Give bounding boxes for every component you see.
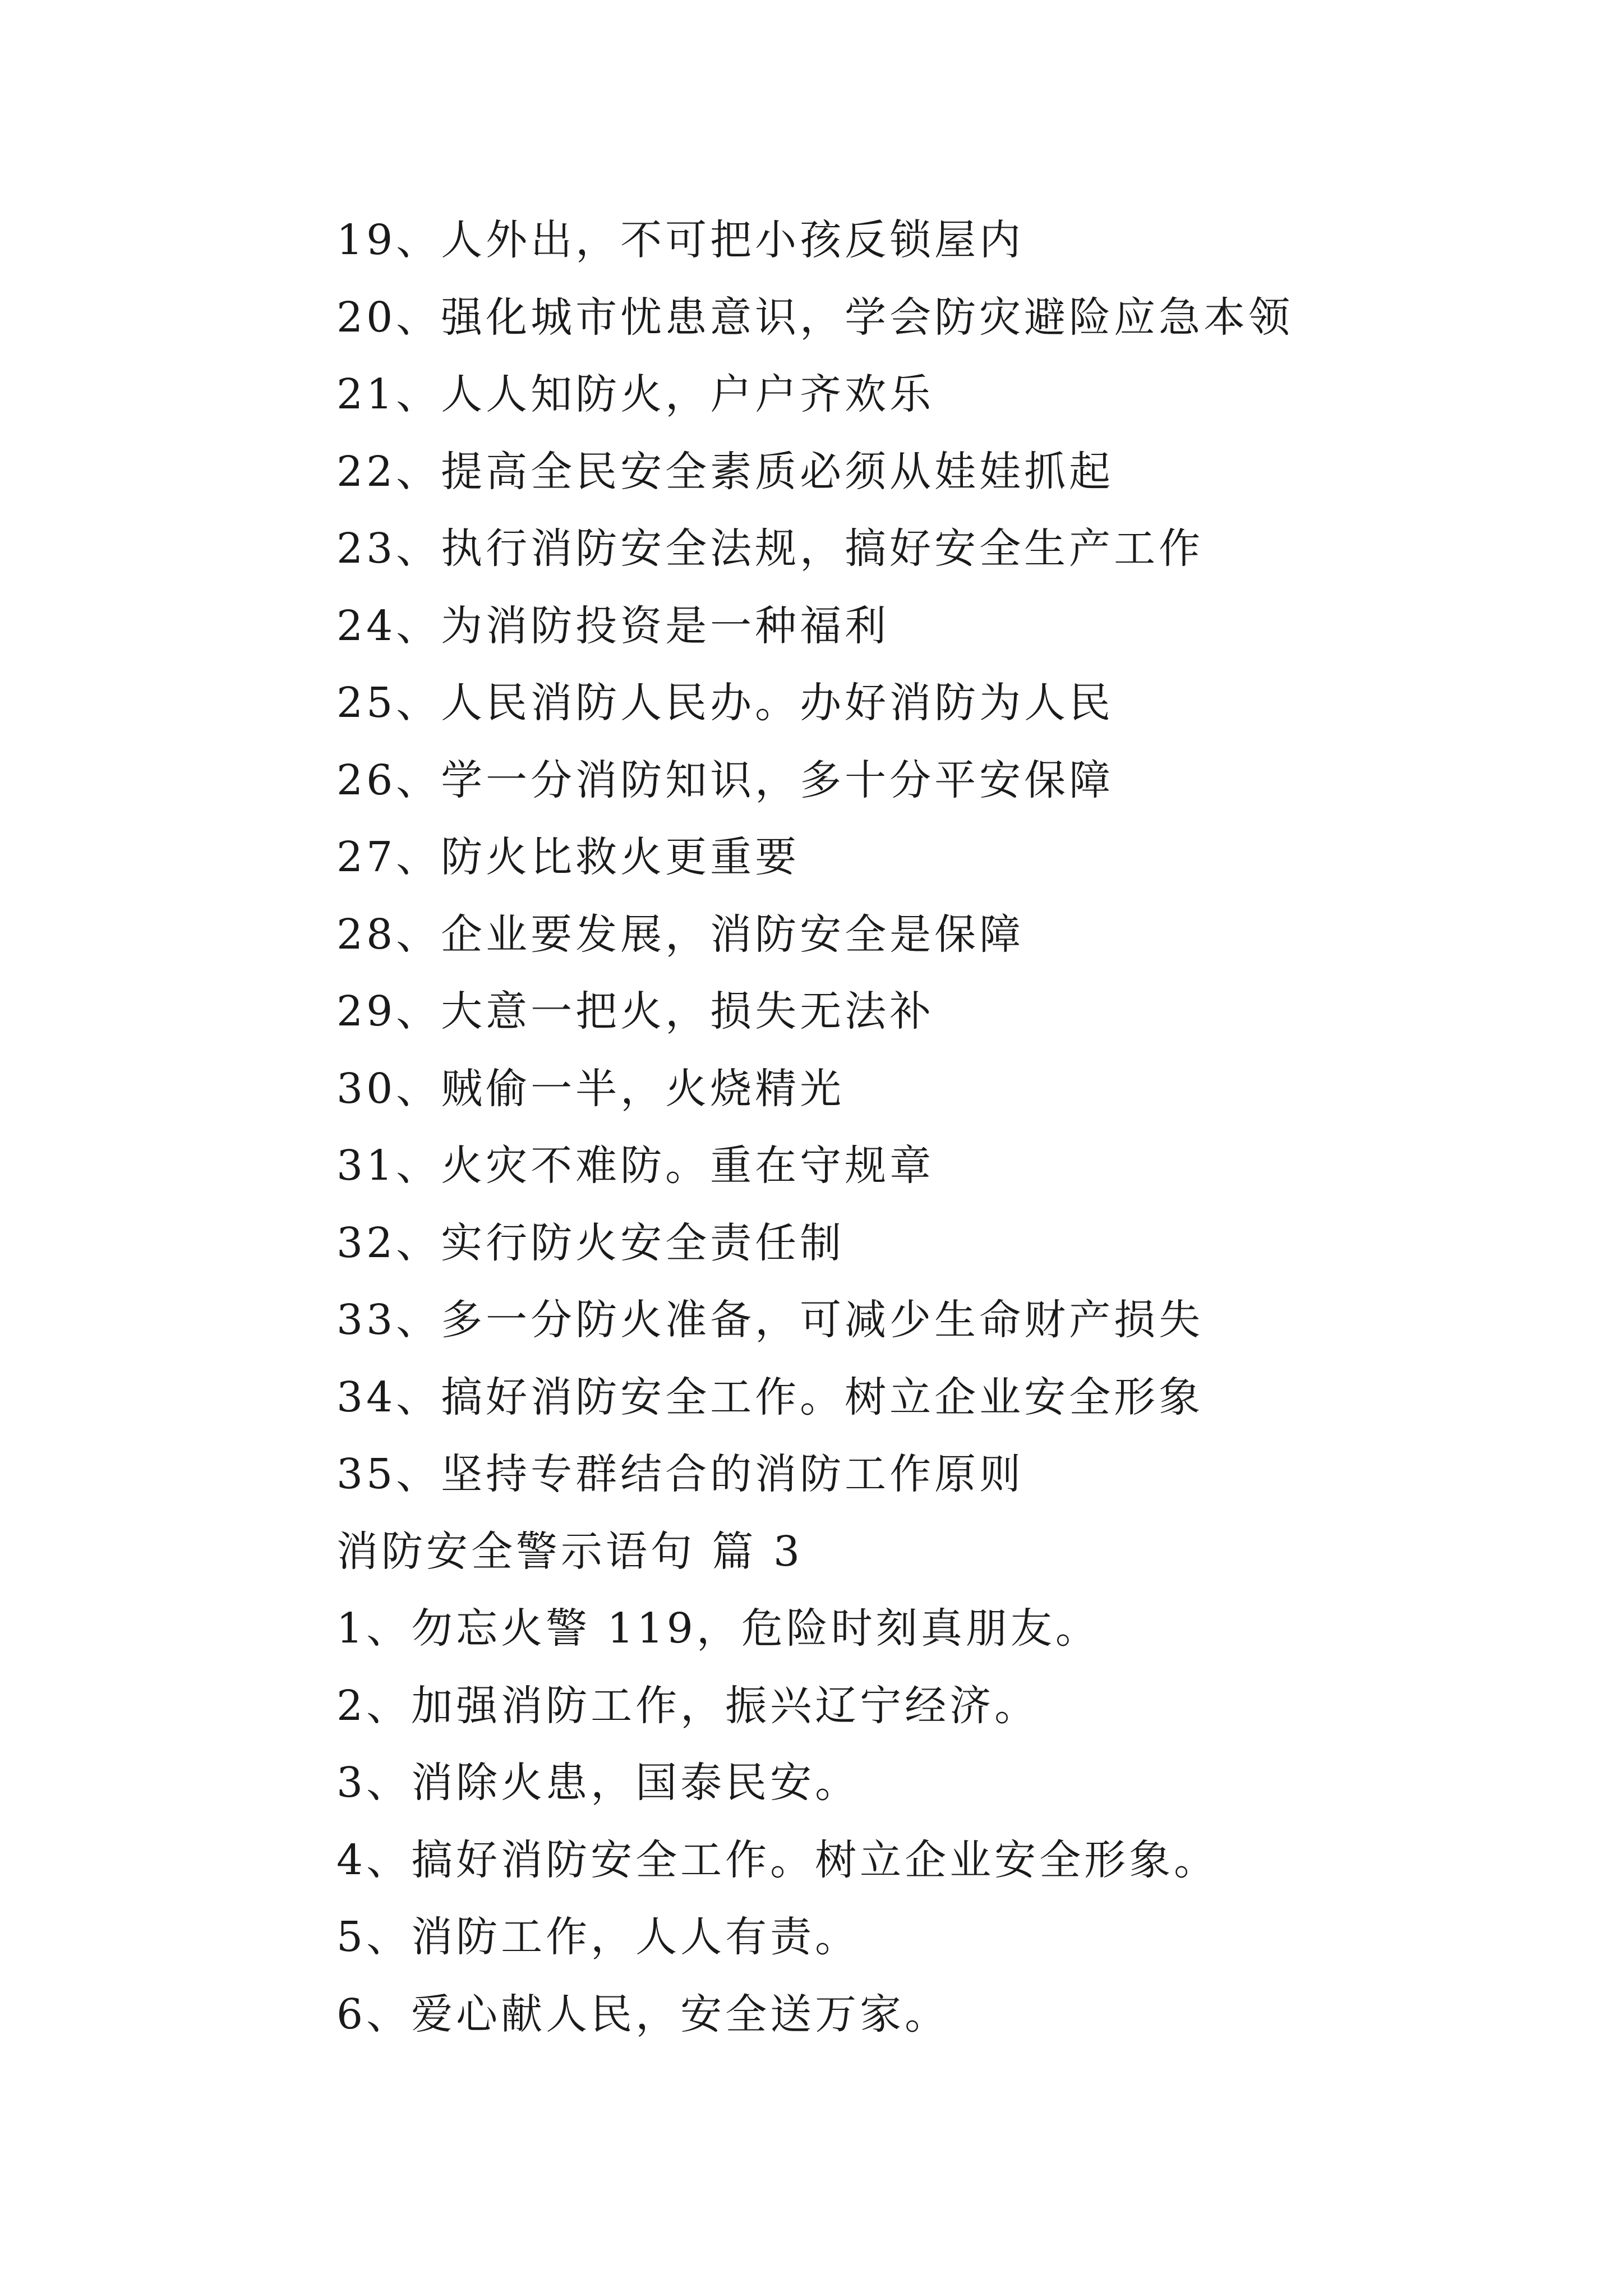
list-item: 28、企业要发展，消防安全是保障 xyxy=(336,910,1025,959)
list-item: 20、强化城市忧患意识，学会防灾避险应急本领 xyxy=(336,293,1294,342)
list-item: 32、实行防火安全责任制 xyxy=(336,1218,845,1267)
section-heading: 消防安全警示语句 篇 3 xyxy=(336,1527,804,1576)
document-body xyxy=(336,202,1514,2053)
list-item: 23、执行消防安全法规，搞好安全生产工作 xyxy=(336,524,1204,573)
list-item: 24、为消防投资是一种福利 xyxy=(336,601,890,650)
list-item: 26、学一分消防知识，多十分平安保障 xyxy=(336,756,1114,804)
list-item: 33、多一分防火准备，可减少生命财产损失 xyxy=(336,1296,1204,1344)
list-item: 22、提高全民安全素质必须从娃娃抓起 xyxy=(336,447,1114,496)
list-item: 31、火灾不难防。重在守规章 xyxy=(336,1142,935,1190)
list-item: 27、防火比救火更重要 xyxy=(336,833,800,881)
list-item: 19、人外出，不可把小孩反锁屋内 xyxy=(336,216,1025,264)
list-item: 34、搞好消防安全工作。树立企业安全形象 xyxy=(336,1373,1204,1421)
list-item: 1、勿忘火警 119，危险时刻真朋友。 xyxy=(336,1604,1100,1653)
list-item: 6、爱心献人民，安全送万家。 xyxy=(336,1990,950,2039)
list-item: 5、消防工作，人人有责。 xyxy=(336,1913,860,1961)
list-item: 29、大意一把火，损失无法补 xyxy=(336,987,935,1036)
list-item: 2、加强消防工作，振兴辽宁经济。 xyxy=(336,1681,1040,1730)
list-item: 21、人人知防火，户户齐欢乐 xyxy=(336,370,935,418)
list-item: 25、人民消防人民办。办好消防为人民 xyxy=(336,679,1114,727)
list-item: 4、搞好消防安全工作。树立企业安全形象。 xyxy=(336,1835,1219,1884)
list-item: 30、贼偷一半，火烧精光 xyxy=(336,1064,845,1113)
list-item: 3、消除火患，国泰民安。 xyxy=(336,1759,860,1807)
list-item: 35、坚持专群结合的消防工作原则 xyxy=(336,1450,1025,1498)
